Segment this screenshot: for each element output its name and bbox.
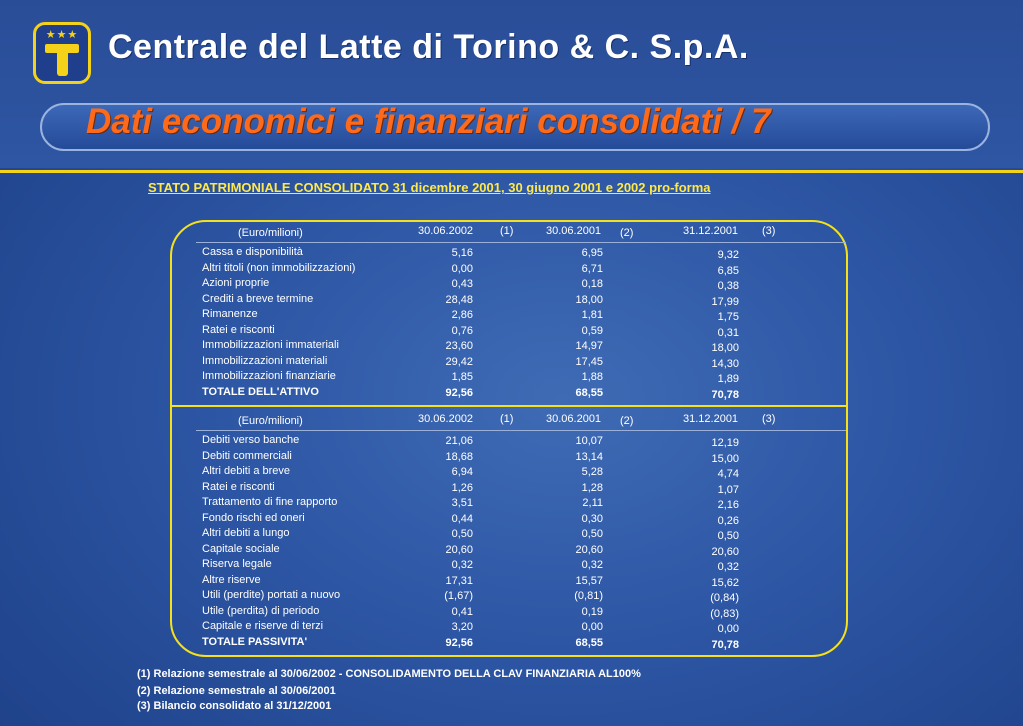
row-value-2002-06: 1,85	[451, 371, 473, 383]
row-value-2002-06: 0,32	[451, 559, 473, 571]
row-value-2001-06: 68,55	[575, 636, 603, 649]
row-label: Immobilizzazioni materiali	[202, 354, 328, 367]
row-value-2001-06: 5,28	[581, 466, 603, 478]
column-header-date: 30.06.2002	[418, 225, 474, 237]
row-value-2002-06: 0,41	[451, 605, 473, 618]
row-value-2001-06: 1,88	[581, 371, 603, 383]
row-value-2002-06: 92,56	[445, 636, 473, 649]
row-value-2002-06: 0,76	[451, 324, 473, 337]
row-value-2001-06: 10,07	[575, 435, 603, 447]
column-header-note: (3)	[762, 413, 776, 425]
header-divider	[0, 170, 1023, 173]
company-logo	[33, 22, 91, 84]
row-label: Immobilizzazioni finanziarie	[202, 370, 336, 382]
row-value-2001-06: 0,50	[581, 528, 603, 540]
column-header-note: (2)	[620, 227, 634, 239]
row-value-2001-06: 68,55	[575, 386, 603, 399]
row-value-2001-06: 0,19	[581, 605, 603, 618]
row-value-2002-06: 0,44	[451, 512, 473, 525]
column-header-note: (1)	[500, 413, 514, 425]
row-label: Capitale e riserve di terzi	[202, 620, 324, 632]
row-value-2002-06: 6,94	[451, 466, 473, 478]
column-header-date: 30.06.2001	[546, 413, 602, 425]
column-header-date: 30.06.2002	[418, 413, 474, 425]
row-value-2002-06: 2,86	[451, 309, 473, 321]
row-value-2001-06: (0,81)	[574, 590, 603, 602]
row-value-2001-06: 0,00	[581, 621, 603, 633]
logo-t-stem	[57, 51, 68, 76]
row-value-2001-06: 2,11	[582, 497, 603, 509]
row-value-2001-06: 0,18	[581, 278, 603, 290]
row-value-2002-06: 0,50	[451, 528, 473, 540]
row-value-2001-12: 70,78	[711, 638, 739, 651]
row-value-2001-12: 15,62	[711, 576, 739, 589]
footnote-3: (3) Bilancio consolidato al 31/12/2001	[137, 700, 332, 712]
row-label: Fondo rischi ed oneri	[202, 511, 305, 524]
row-label: Utili (perdite) portati a nuovo	[202, 589, 341, 601]
row-value-2002-06: 0,43	[451, 278, 473, 290]
row-value-2002-06: 0,00	[451, 262, 473, 275]
row-value-2001-12: 9,32	[717, 249, 739, 261]
row-label: Crediti a breve termine	[202, 292, 314, 305]
row-label: Azioni proprie	[202, 277, 270, 289]
row-value-2001-12: 70,78	[711, 388, 739, 401]
row-label: Utile (perdita) di periodo	[202, 604, 320, 617]
row-value-2001-06: 15,57	[575, 574, 603, 587]
company-name: Centrale del Latte di Torino & C. S.p.A.	[108, 28, 749, 66]
row-value-2001-12: 20,60	[711, 545, 739, 558]
row-label: Cassa e disponibilità	[202, 246, 303, 258]
row-value-2002-06: 21,06	[445, 435, 473, 447]
row-value-2001-12: 4,74	[717, 468, 739, 480]
section-divider	[172, 405, 846, 407]
row-label: Altre riserve	[202, 573, 261, 586]
row-value-2001-12: 1,89	[717, 373, 739, 385]
logo-stars: ★★★	[45, 29, 79, 41]
row-value-2002-06: 17,31	[445, 574, 473, 587]
row-label: Ratei e risconti	[202, 323, 275, 336]
row-label: Debiti commerciali	[202, 449, 292, 462]
row-label: Altri debiti a breve	[202, 465, 291, 477]
row-value-2001-12: 1,75	[717, 311, 739, 323]
column-header-unit: (Euro/milioni)	[238, 227, 303, 239]
column-header-note: (3)	[762, 225, 776, 237]
row-value-2001-12: 18,00	[711, 342, 739, 354]
row-value-2001-12: 14,30	[711, 357, 739, 370]
row-label: TOTALE DELL'ATTIVO	[202, 385, 319, 398]
row-value-2001-12: 2,16	[717, 499, 739, 511]
column-header-unit: (Euro/milioni)	[238, 415, 303, 427]
footnote-1: (1) Relazione semestrale al 30/06/2002 - CONSOLIDAMENTO DELLA CLAV FINANZIARIA AL100%	[137, 668, 641, 680]
row-label: Ratei e risconti	[202, 480, 275, 493]
row-value-2001-12: 1,07	[717, 483, 739, 496]
row-value-2001-06: 1,28	[581, 481, 603, 494]
header-underline	[196, 242, 846, 243]
row-label: Debiti verso banche	[202, 434, 300, 446]
row-value-2001-12: 6,85	[717, 264, 739, 277]
row-value-2001-06: 14,97	[575, 340, 603, 352]
row-value-2002-06: 3,20	[451, 621, 473, 633]
row-value-2002-06: 20,60	[445, 543, 473, 556]
row-value-2001-06: 17,45	[575, 355, 603, 368]
row-value-2001-12: 12,19	[711, 437, 739, 449]
row-value-2001-06: 0,59	[581, 324, 603, 337]
row-value-2002-06: 1,26	[451, 481, 473, 494]
row-label: Capitale sociale	[202, 542, 280, 555]
row-value-2001-12: 0,50	[717, 530, 739, 542]
row-value-2001-06: 6,71	[581, 262, 603, 275]
table-subtitle: STATO PATRIMONIALE CONSOLIDATO 31 dicembre 2001, 30 giugno 2001 e 2002 pro-forma	[148, 180, 711, 195]
row-label: Altri titoli (non immobilizzazioni)	[202, 261, 356, 274]
row-value-2002-06: (1,67)	[444, 590, 473, 602]
row-value-2002-06: 29,42	[445, 355, 473, 368]
row-value-2001-12: 0,38	[717, 280, 739, 292]
column-header-note: (1)	[500, 225, 514, 237]
row-label: Immobilizzazioni immateriali	[202, 339, 339, 351]
row-label: Trattamento di fine rapporto	[202, 496, 338, 508]
page-title: Dati economici e finanziari consolidati / 7	[86, 102, 771, 141]
row-label: Riserva legale	[202, 558, 272, 570]
row-value-2002-06: 23,60	[445, 340, 473, 352]
row-value-2001-12: 17,99	[711, 295, 739, 308]
column-header-date: 31.12.2001	[683, 225, 739, 237]
row-label: TOTALE PASSIVITA'	[202, 635, 308, 648]
row-value-2001-06: 0,30	[581, 512, 603, 525]
row-value-2001-06: 6,95	[581, 247, 603, 259]
row-value-2001-12: 0,31	[717, 326, 739, 339]
row-value-2001-06: 1,81	[581, 309, 603, 321]
row-value-2002-06: 3,51	[451, 497, 473, 509]
row-value-2002-06: 18,68	[445, 450, 473, 463]
row-value-2001-06: 13,14	[575, 450, 603, 463]
row-value-2001-12: (0,83)	[710, 607, 739, 620]
row-value-2002-06: 28,48	[445, 293, 473, 306]
row-value-2001-06: 0,32	[581, 559, 603, 571]
column-header-note: (2)	[620, 415, 634, 427]
header-underline	[196, 430, 846, 431]
row-label: Rimanenze	[202, 308, 258, 320]
column-header-date: 31.12.2001	[683, 413, 739, 425]
row-value-2001-12: 0,00	[717, 623, 739, 635]
row-value-2001-12: 0,32	[717, 561, 739, 573]
column-header-date: 30.06.2001	[546, 225, 602, 237]
footnote-2: (2) Relazione semestrale al 30/06/2001	[137, 685, 336, 697]
row-value-2001-06: 20,60	[575, 543, 603, 556]
row-value-2001-12: 15,00	[711, 452, 739, 465]
row-value-2001-06: 18,00	[575, 293, 603, 306]
row-value-2001-12: 0,26	[717, 514, 739, 527]
row-value-2001-12: (0,84)	[710, 592, 739, 604]
row-value-2002-06: 92,56	[445, 386, 473, 399]
row-label: Altri debiti a lungo	[202, 527, 290, 539]
row-value-2002-06: 5,16	[451, 247, 473, 259]
